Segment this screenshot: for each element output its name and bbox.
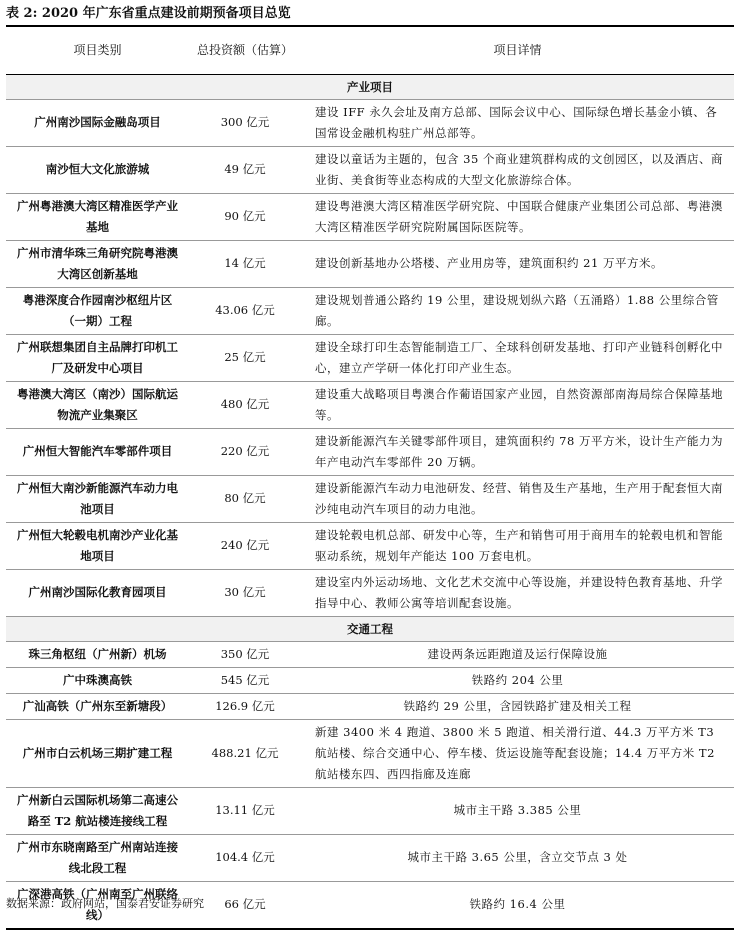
project-details: 建设新能源汽车关键零部件项目，建筑面积约 78 万平方米，设计生产能力为年产电动汽车零部件 20 万辆。: [301, 428, 734, 475]
table-row: [6, 428, 734, 475]
table-row: [6, 381, 734, 428]
project-details: 建设以童话为主题的，包含 35 个商业建筑群构成的文创园区，以及酒店、商业街、美食街等业态构成的大型文化旅游综合体。: [301, 146, 734, 193]
project-details: 城市主干路 3.385 公里: [301, 787, 734, 834]
project-details: 建设规划普通公路约 19 公里，建设规划纵六路（五涌路）1.88 公里综合管廊。: [301, 287, 734, 334]
project-details: 建设 IFF 永久会址及南方总部、国际会议中心、国际绿色增长基金小镇、各国常设金融机构驻广州总部等。: [301, 99, 734, 146]
project-table: [6, 25, 734, 930]
table-row: [6, 146, 734, 193]
table-row: [6, 334, 734, 381]
project-details: 建设重大战略项目粤澳合作葡语国家产业园，自然资源部南海局综合保障基地等。: [301, 381, 734, 428]
project-investment: 13.11 亿元: [189, 787, 301, 834]
project-investment: 300 亿元: [189, 99, 301, 146]
project-investment: 30 亿元: [189, 569, 301, 616]
project-category: 广深港高铁（广州南至广州联络线）: [6, 881, 189, 929]
project-investment: 43.06 亿元: [189, 287, 301, 334]
project-category: 广州粤港澳大湾区精准医学产业基地: [6, 193, 189, 240]
project-investment: 545 亿元: [189, 667, 301, 693]
table-row: [6, 240, 734, 287]
table-title: 表 2: 2020 年广东省重点建设前期预备项目总览: [6, 6, 291, 21]
header-investment: 总投资额（估算）: [189, 26, 301, 74]
header-details: 项目详情: [301, 26, 734, 74]
project-investment: 220 亿元: [189, 428, 301, 475]
project-category: 广州市清华珠三角研究院粤港澳大湾区创新基地: [6, 240, 189, 287]
table-row: [6, 475, 734, 522]
project-investment: 25 亿元: [189, 334, 301, 381]
data-source-note: 数据来源：政府网站，国泰君安证券研究: [6, 897, 204, 910]
project-investment: 49 亿元: [189, 146, 301, 193]
project-details: 建设室内外运动场地、文化艺术交流中心等设施，并建设特色教育基地、升学指导中心、教师公寓等培训配套设施。: [301, 569, 734, 616]
table-row: [6, 834, 734, 881]
project-investment: 80 亿元: [189, 475, 301, 522]
table-row: [6, 522, 734, 569]
project-category: 广州联想集团自主品牌打印机工厂及研发中心项目: [6, 334, 189, 381]
project-category: 广州恒大南沙新能源汽车动力电池项目: [6, 475, 189, 522]
project-category: 广中珠澳高铁: [6, 667, 189, 693]
header-row: [6, 26, 734, 74]
project-details: 建设全球打印生态智能制造工厂、全球科创研发基地、打印产业链科创孵化中心，建立产学研一体化打印产业生态。: [301, 334, 734, 381]
section-row-industry: [6, 74, 734, 99]
project-category: 粤港澳大湾区（南沙）国际航运物流产业集聚区: [6, 381, 189, 428]
project-category: 广州市白云机场三期扩建工程: [6, 719, 189, 787]
project-details: 铁路约 204 公里: [301, 667, 734, 693]
project-details: 建设轮毂电机总部、研发中心等，生产和销售可用于商用车的轮毂电机和智能驱动系统，规划年产能达 100 万套电机。: [301, 522, 734, 569]
project-category: 广汕高铁（广州东至新塘段）: [6, 693, 189, 719]
project-category: 广州南沙国际金融岛项目: [6, 99, 189, 146]
section-label: 交通工程: [6, 616, 734, 641]
table-row: [6, 99, 734, 146]
project-investment: 240 亿元: [189, 522, 301, 569]
table-row: [6, 667, 734, 693]
project-investment: 90 亿元: [189, 193, 301, 240]
project-details: 城市主干路 3.65 公里，含立交节点 3 处: [301, 834, 734, 881]
project-category: 广州恒大轮毂电机南沙产业化基地项目: [6, 522, 189, 569]
project-details: 建设粤港澳大湾区精准医学研究院、中国联合健康产业集团公司总部、粤港澳大湾区精准医学研究院附属国际医院等。: [301, 193, 734, 240]
project-category: 广州恒大智能汽车零部件项目: [6, 428, 189, 475]
table-row: [6, 693, 734, 719]
project-investment: 104.4 亿元: [189, 834, 301, 881]
project-category: 广州市东晓南路至广州南站连接线北段工程: [6, 834, 189, 881]
project-category: 南沙恒大文化旅游城: [6, 146, 189, 193]
table-row: [6, 193, 734, 240]
project-category: 广州南沙国际化教育园项目: [6, 569, 189, 616]
project-investment: 126.9 亿元: [189, 693, 301, 719]
project-details: 建设新能源汽车动力电池研发、经营、销售及生产基地，生产用于配套恒大南沙纯电动汽车项目的动力电池。: [301, 475, 734, 522]
table-row: [6, 287, 734, 334]
project-investment: 488.21 亿元: [189, 719, 301, 787]
project-category: 粤港深度合作园南沙枢纽片区（一期）工程: [6, 287, 189, 334]
project-details: 新建 3400 米 4 跑道、3800 米 5 跑道、相关滑行道、44.3 万平方米 T3 航站楼、综合交通中心、停车楼、货运设施等配套设施；14.4 万平方米 T2 航站楼东四、西四指廊及连廊: [301, 719, 734, 787]
project-investment: 66 亿元: [189, 881, 301, 929]
header-category: 项目类别: [6, 26, 189, 74]
project-investment: 14 亿元: [189, 240, 301, 287]
section-label: 产业项目: [6, 74, 734, 99]
project-investment: 350 亿元: [189, 641, 301, 667]
table-row: [6, 641, 734, 667]
section-row-transport: [6, 616, 734, 641]
project-details: 建设创新基地办公塔楼、产业用房等，建筑面积约 21 万平方米。: [301, 240, 734, 287]
table-row: [6, 719, 734, 787]
project-details: 建设两条远距跑道及运行保障设施: [301, 641, 734, 667]
project-category: 广州新白云国际机场第二高速公路至 T2 航站楼连接线工程: [6, 787, 189, 834]
table-row: [6, 787, 734, 834]
project-investment: 480 亿元: [189, 381, 301, 428]
project-details: 铁路约 29 公里，含园铁路扩建及相关工程: [301, 693, 734, 719]
project-category: 珠三角枢纽（广州新）机场: [6, 641, 189, 667]
table-row: [6, 569, 734, 616]
project-details: 铁路约 16.4 公里: [301, 881, 734, 929]
